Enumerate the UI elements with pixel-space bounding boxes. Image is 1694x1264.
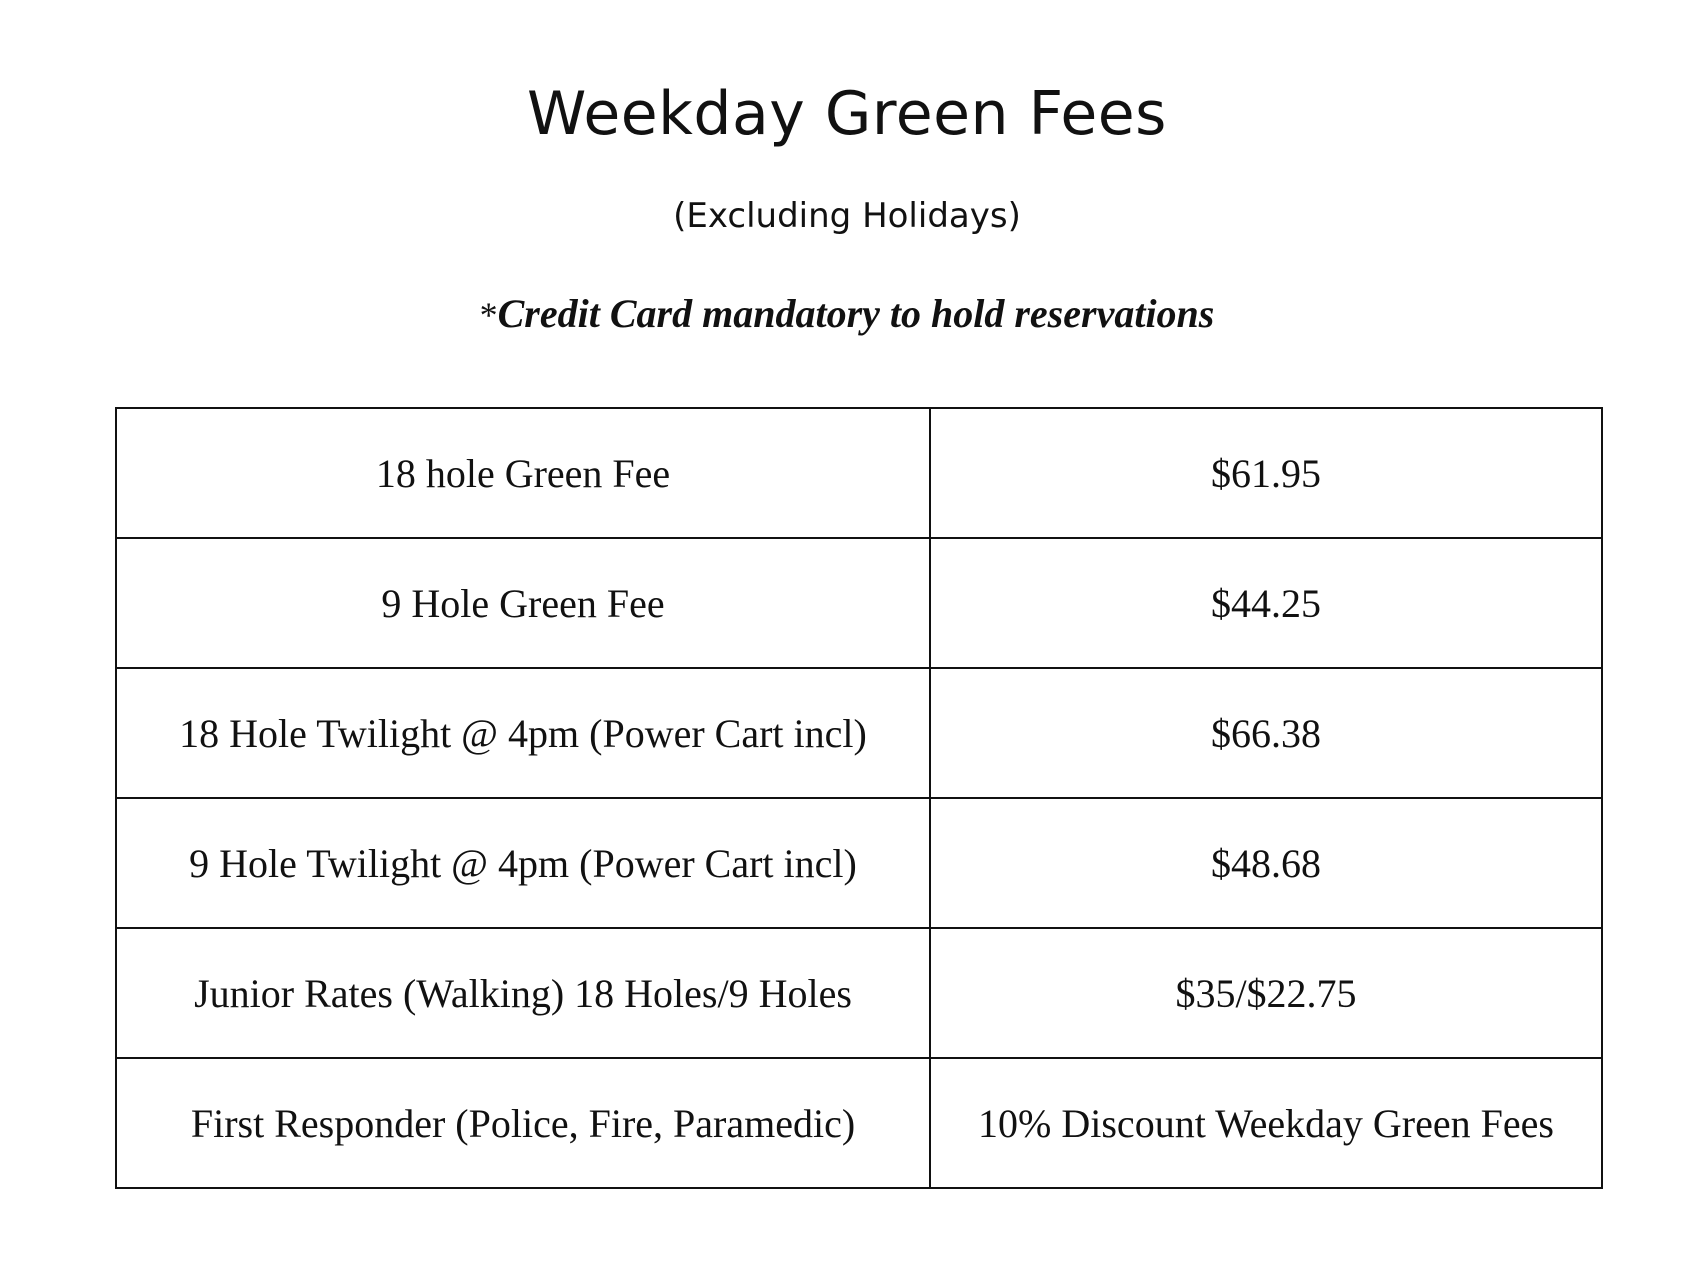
fee-description: 9 Hole Twilight @ 4pm (Power Cart incl) (116, 798, 930, 928)
table-row (116, 538, 1602, 668)
fee-price: $61.95 (930, 408, 1602, 538)
fee-description: 9 Hole Green Fee (116, 538, 930, 668)
fee-description: 18 Hole Twilight @ 4pm (Power Cart incl) (116, 668, 930, 798)
reservation-notice (0, 288, 1694, 341)
notice-text: Credit Card mandatory to hold reservations (497, 291, 1215, 336)
fee-description: First Responder (Police, Fire, Paramedic) (116, 1058, 930, 1188)
notice-asterisk: * (479, 295, 498, 335)
table-row (116, 408, 1602, 538)
page-subtitle: (Excluding Holidays) (673, 196, 1021, 236)
fee-description: Junior Rates (Walking) 18 Holes/9 Holes (116, 928, 930, 1058)
table-row (116, 928, 1602, 1058)
page-title: Weekday Green Fees (527, 79, 1167, 149)
table-row (116, 798, 1602, 928)
fee-price: $48.68 (930, 798, 1602, 928)
green-fee-table (115, 407, 1603, 1189)
fee-price: $44.25 (930, 538, 1602, 668)
table-row (116, 1058, 1602, 1188)
fee-price: 10% Discount Weekday Green Fees (930, 1058, 1602, 1188)
fee-description: 18 hole Green Fee (116, 408, 930, 538)
fee-price: $66.38 (930, 668, 1602, 798)
fee-price: $35/$22.75 (930, 928, 1602, 1058)
table-row (116, 668, 1602, 798)
